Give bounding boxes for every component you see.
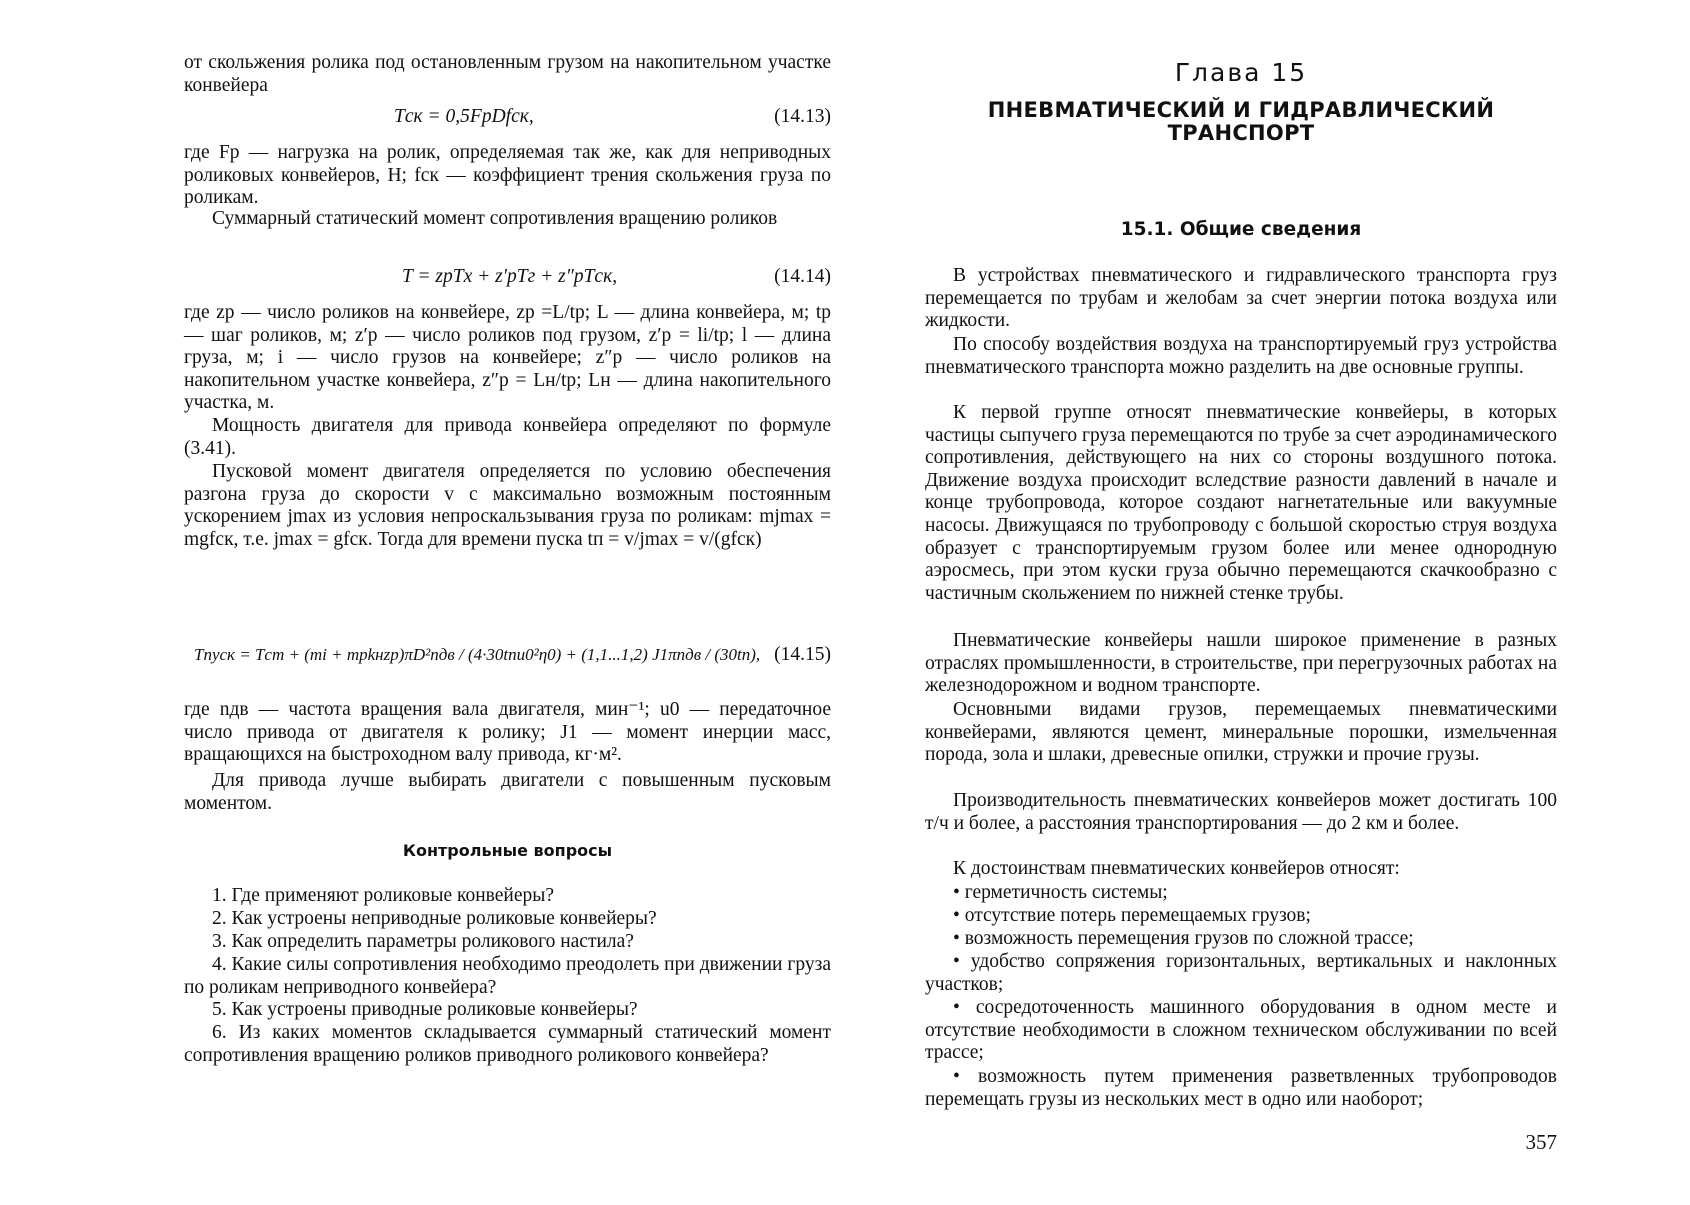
advantage-item-2: • отсутствие потерь перемещаемых грузов;	[953, 905, 1311, 926]
question-2: 2. Как устроены неприводные роликовые конвейеры?	[212, 908, 657, 929]
advantage-item-4: • удобство сопряжения горизонтальных, вертикальных и наклонных участков;	[925, 951, 1557, 995]
chapter-title: ПНЕВМАТИЧЕСКИЙ И ГИДРАВЛИЧЕСКИЙ ТРАНСПОРТ	[987, 98, 1495, 145]
right-paragraph-3: К первой группе относят пневматические конвейеры, в которых частицы сыпучего груза перемещаются по трубе за счет аэродинамического сопротивления, действующего на них со стороны воздушного потока. Движение воздуха происходит вследствие разности давлений в начале и конце трубопровода, которое создают нагнетательные или вакуумные насосы. Движущаяся по трубопроводу с большой скоростью струя воздуха образует с транспортируемым грузом более или менее однородную аэросмесь, при этом куски груза обычно перемещаются скачкообразно с частичным скольжением по нижней стенке трубы.	[925, 402, 1557, 604]
left-paragraph-8: Для привода лучше выбирать двигатели с повышенным пусковым моментом.	[184, 770, 831, 814]
formula-14-15-expression: Tпуск = Tст + (mi + mpkнzp)πD²nдв / (4·30tпu0²η0) + (1,1...1,2) J1πnдв / (30tп),	[194, 645, 761, 664]
left-paragraph-4: где zp — число роликов на конвейере, zp =L/tp; L — длина конвейера, м; tp — шаг роликов, м; z′p — число роликов под грузом, z′p = li/tp; l — длина груза, м; i — число грузов на конвейере; z″p — число роликов на накопительном участке конвейера, z″p = Lн/tp; Lн — длина накопительного участка, м.	[184, 302, 831, 414]
formula-14-13-expression: Tск = 0,5FpDfск,	[394, 106, 534, 127]
formula-14-15-number: (14.15)	[774, 644, 831, 665]
formula-14-14-number: (14.14)	[774, 266, 831, 287]
formula-14-14	[184, 266, 831, 296]
question-6: 6. Из каких моментов складывается суммарный статический момент сопротивления вращению роликов приводного роликового конвейера?	[184, 1022, 831, 1066]
right-paragraph-1: В устройствах пневматического и гидравлического транспорта груз перемещается по трубам и желобам за счет энергии потока воздуха или жидкости.	[925, 265, 1557, 332]
right-paragraph-4: Пневматические конвейеры нашли широкое применение в разных отраслях промышленности, в строительстве, при перегрузочных работах на железнодорожном и водном транспорте.	[925, 630, 1557, 697]
right-paragraph-6: Производительность пневматических конвейеров может достигать 100 т/ч и более, а расстояния транспортирования — до 2 км и более.	[925, 790, 1557, 834]
left-paragraph-7: где nдв — частота вращения вала двигателя, мин⁻¹; u0 — передаточное число привода от двигателя к ролику; J1 — момент инерции масс, вращающихся на быстроходном валу привода, кг·м².	[184, 699, 831, 766]
left-paragraph-2: где Fp — нагрузка на ролик, определяемая так же, как для неприводных роликовых конвейеров, Н; fск — коэффициент трения скольжения груза по роликам.	[184, 142, 831, 209]
advantage-item-1: • герметичность системы;	[953, 882, 1168, 903]
left-paragraph-6: Пусковой момент двигателя определяется по условию обеспечения разгона груза до скорости v с максимально возможным постоянным ускорением jmax из условия непроскальзывания груза по роликам: mjmax = mgfск, т.е. jmax = gfск. Тогда для времени пуска tп = v/jmax = v/(gfск)	[184, 461, 831, 550]
formula-14-13	[184, 106, 831, 136]
question-4: 4. Какие силы сопротивления необходимо преодолеть при движении груза по роликам неприводного конвейера?	[184, 954, 831, 998]
right-paragraph-7: К достоинствам пневматических конвейеров относят:	[953, 858, 1400, 879]
chapter-label: Глава 15	[1174, 58, 1308, 87]
left-paragraph-1: от скольжения ролика под остановленным грузом на накопительном участке конвейера	[184, 52, 831, 96]
formula-14-15	[184, 636, 831, 680]
right-paragraph-2: По способу воздействия воздуха на транспортируемый груз устройства пневматического транспорта можно разделить на две основные группы.	[925, 334, 1557, 378]
advantage-item-3: • возможность перемещения грузов по сложной трассе;	[953, 928, 1414, 949]
questions-heading: Контрольные вопросы	[402, 841, 613, 860]
left-paragraph-3: Суммарный статический момент сопротивления вращению роликов	[212, 208, 778, 229]
advantage-item-5: • сосредоточенность машинного оборудования в одном месте и отсутствие необходимости в сложном техническом обслуживании по всей трассе;	[925, 997, 1557, 1064]
left-paragraph-5: Мощность двигателя для привода конвейера определяют по формуле (3.41).	[184, 415, 831, 459]
page-number: 357	[1525, 1130, 1557, 1154]
formula-14-13-number: (14.13)	[774, 106, 831, 127]
question-1: 1. Где применяют роликовые конвейеры?	[212, 885, 554, 906]
right-paragraph-5: Основными видами грузов, перемещаемых пневматическими конвейерами, являются цемент, минеральные порошки, измельченная порода, зола и шлаки, древесные опилки, стружки и прочие грузы.	[925, 699, 1557, 766]
formula-14-14-expression: T = zpTx + z′pTг + z″pTск,	[402, 266, 618, 287]
question-3: 3. Как определить параметры роликового настила?	[212, 931, 634, 952]
section-heading: 15.1. Общие сведения	[1120, 219, 1362, 240]
advantage-item-6: • возможность путем применения разветвленных трубопроводов перемещать грузы из нескольких мест в одно или наоборот;	[925, 1066, 1557, 1110]
question-5: 5. Как устроены приводные роликовые конвейеры?	[212, 999, 638, 1020]
